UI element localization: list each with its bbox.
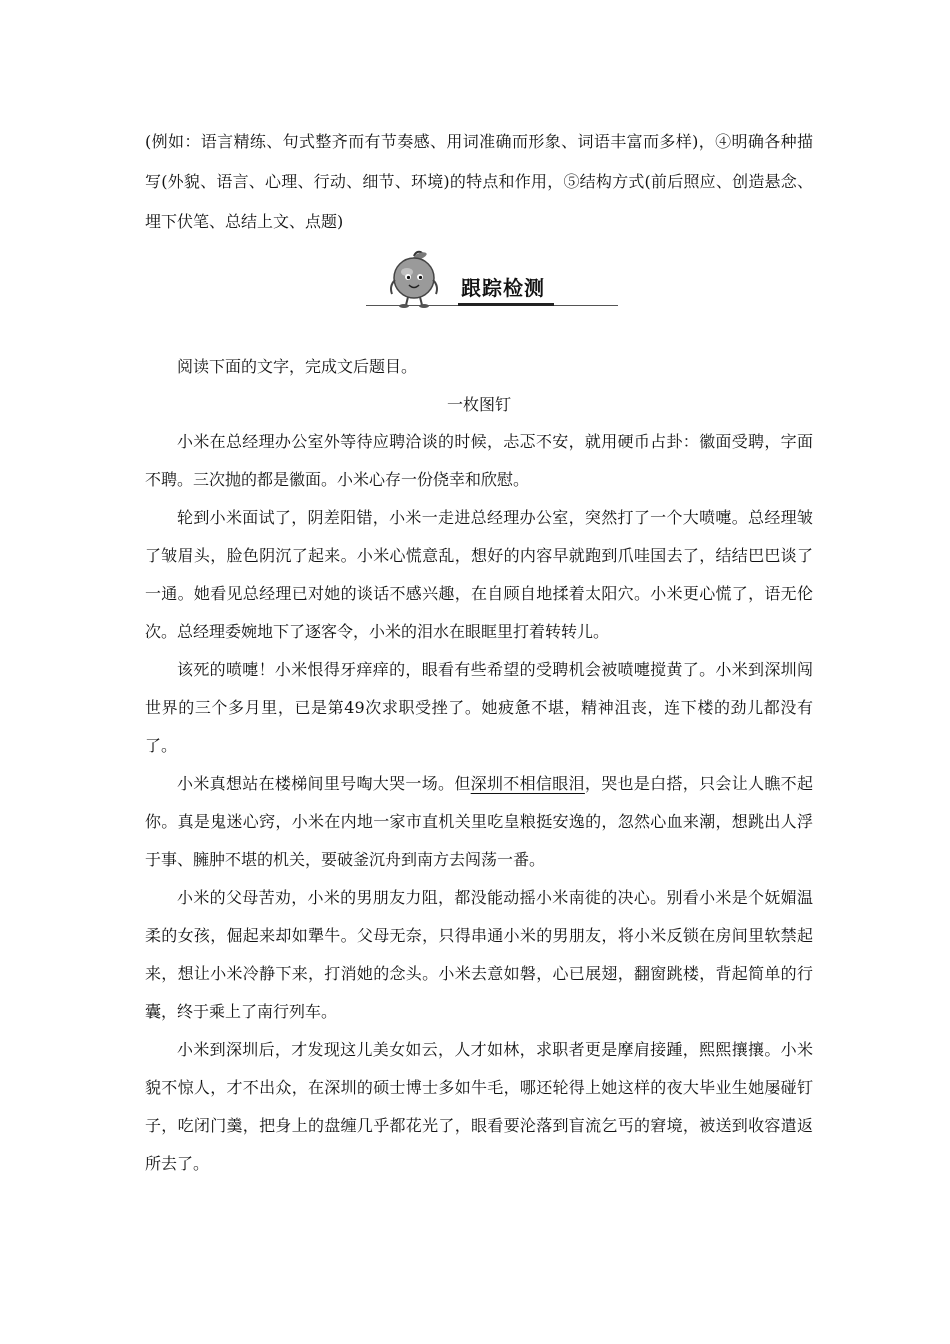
story-paragraph-4 (145, 765, 813, 879)
intro-paragraph: (例如：语言精练、句式整齐而有节奏感、用词准确而形象、词语丰富而多样)，④明确各种描写(外貌、语言、心理、行动、细节、环境)的特点和作用，⑤结构方式(前后照应、创造悬念、埋下伏笔、总结上文、点题) (145, 132, 813, 231)
section-banner (366, 250, 618, 308)
paragraph-4-rest: ，哭也是白搭，只会让人瞧不起你。真是鬼迷心窍，小米在内地一家市直机关里吃皇粮挺安逸的，忽然心血来潮，想跳出人浮于事、臃肿不堪的机关，要破釜沉舟到南方去闯荡一番。 (145, 774, 813, 869)
story-paragraph-5: 小米的父母苦劝，小米的男朋友力阻，都没能动摇小米南徙的决心。别看小米是个妩媚温柔的女孩，倔起来却如犟牛。父母无奈，只得串通小米的男朋友，将小米反锁在房间里软禁起来，想让小米冷静下来，打消她的念头。小米去意如磐，心已展翅，翻窗跳楼，背起简单的行囊，终于乘上了南行列车。 (145, 888, 813, 1021)
story-title: 一枚图钉 (446, 395, 511, 414)
story-paragraph-2: 轮到小米面试了，阴差阳错，小米一走进总经理办公室，突然打了一个大喷嚏。总经理皱了皱眉头，脸色阴沉了起来。小米心慌意乱，想好的内容早就跑到爪哇国去了，结结巴巴谈了一通。她看见总经理已对她的谈话不感兴趣，在自顾自地揉着太阳穴。小米更心慌了，语无伦次。总经理委婉地下了逐客令，小米的泪水在眼眶里打着转转儿。 (145, 508, 813, 641)
paragraph-4-lead: 小米真想站在楼梯间里号啕大哭一场。但 (177, 774, 471, 793)
section-title: 跟踪检测 (461, 276, 545, 300)
reading-section (145, 347, 813, 1183)
instruction-text: 阅读下面的文字，完成文后题目。 (177, 357, 418, 376)
banner-underline-bar (458, 303, 554, 306)
story-paragraph-1: 小米在总经理办公室外等待应聘洽谈的时候，忐忑不安，就用硬币占卦：徽面受聘，字面不聘。三次抛的都是徽面。小米心存一份侥幸和欣慰。 (145, 432, 813, 489)
story-paragraph-3: 该死的喷嚏！小米恨得牙痒痒的，眼看有些希望的受聘机会被喷嚏搅黄了。小米到深圳闯世界的三个多月里，已是第49次求职受挫了。她疲惫不堪，精神沮丧，连下楼的劲儿都没有了。 (145, 660, 813, 755)
story-paragraph-6: 小米到深圳后，才发现这儿美女如云，人才如林，求职者更是摩肩接踵，熙熙攘攘。小米貌不惊人，才不出众，在深圳的硕士博士多如牛毛，哪还轮得上她这样的夜大毕业生她屡碰钉子，吃闭门羹，把身上的盘缠几乎都花光了，眼看要沦落到盲流乞丐的窘境，被送到收容遣返所去了。 (145, 1040, 813, 1173)
underlined-phrase: 深圳不相信眼泪 (470, 774, 585, 793)
orange-mascot-icon (386, 250, 442, 308)
